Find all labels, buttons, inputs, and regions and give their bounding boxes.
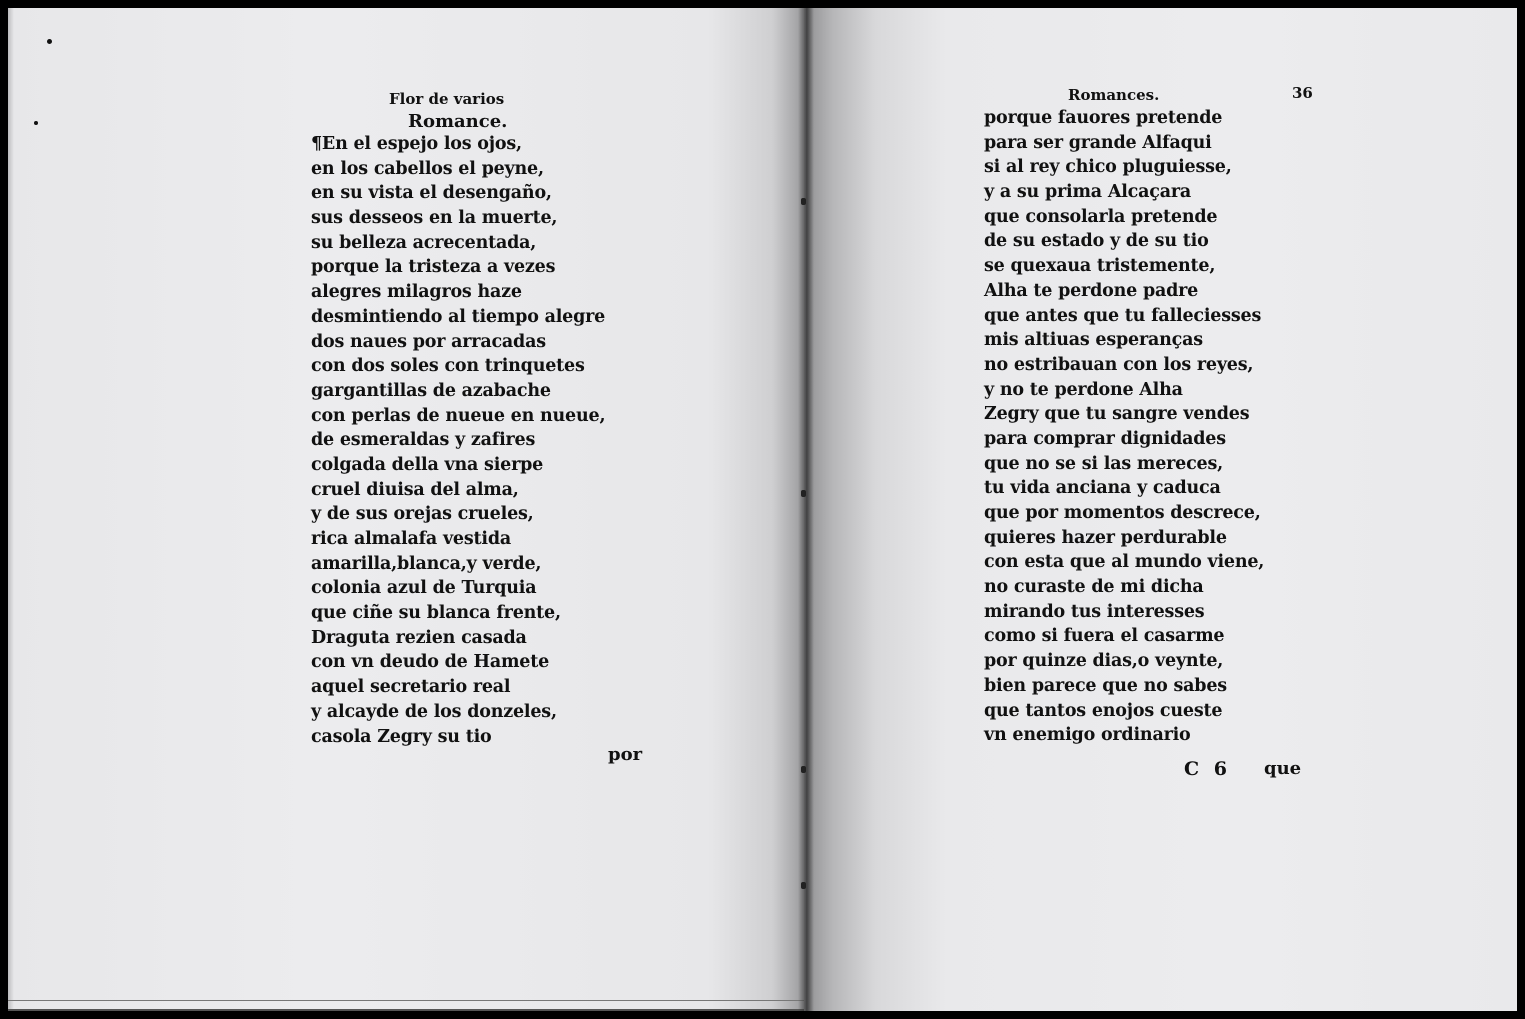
- verse-line: de su estado y de su tio: [984, 231, 1209, 252]
- verse-line: ¶En el espejo los ojos,: [311, 134, 522, 154]
- verse-line: colgada della vna sierpe: [311, 454, 544, 475]
- left-page: [8, 8, 804, 1011]
- verse-line: quieres hazer perdurable: [984, 527, 1227, 548]
- verse-line: vn enemigo ordinario: [984, 725, 1191, 746]
- verse-line: que no se si las mereces,: [984, 453, 1224, 474]
- right-catchword: que: [1264, 758, 1302, 779]
- verse-line: si al rey chico pluguiesse,: [984, 157, 1232, 178]
- right-verse-block: [984, 106, 1264, 748]
- verse-line: porque la tristeza a vezes: [311, 257, 556, 278]
- verse-line: por quinze dias,o veynte,: [984, 651, 1224, 672]
- verse-line: gargantillas de azabache: [311, 380, 551, 401]
- left-verse-lines: [311, 132, 605, 749]
- verse-line: para ser grande Alfaqui: [984, 132, 1212, 153]
- verse-line: y de sus orejas crueles,: [311, 504, 534, 525]
- verse-line: desmintiendo al tiempo alegre: [311, 306, 606, 327]
- verse-line: que tantos enojos cueste: [984, 700, 1223, 721]
- ink-speck: [47, 39, 52, 44]
- gutter-mark: [801, 490, 806, 497]
- left-verse-block: [311, 132, 605, 749]
- verse-line: no estribauan con los reyes,: [984, 354, 1254, 375]
- verse-line: y alcayde de los donzeles,: [311, 701, 557, 722]
- verse-line: que consolarla pretende: [984, 206, 1218, 227]
- verse-line: colonia azul de Turquia: [311, 578, 537, 599]
- verse-line: mirando tus interesses: [984, 601, 1205, 622]
- verse-line: se quexaua tristemente,: [984, 256, 1216, 277]
- right-running-head: Romances.: [1068, 86, 1160, 104]
- verse-line: de esmeraldas y zafires: [311, 430, 536, 451]
- scanned-book-spread: [8, 8, 1517, 1011]
- book-gutter: [798, 8, 814, 1011]
- verse-line: como si fuera el casarme: [984, 626, 1225, 647]
- verse-line: en los cabellos el peyne,: [311, 158, 544, 179]
- verse-line: no curaste de mi dicha: [984, 577, 1204, 598]
- verse-line: aquel secretario real: [311, 677, 511, 698]
- verse-line: para comprar dignidades: [984, 428, 1226, 449]
- page-edge: [8, 8, 14, 1011]
- folio-number: 36: [1292, 84, 1313, 102]
- page-edge-lines: [8, 1000, 804, 1011]
- right-page: [804, 8, 1517, 1011]
- verse-line: con esta que al mundo viene,: [984, 552, 1265, 573]
- gutter-mark: [801, 882, 806, 889]
- verse-line: bien parece que no sabes: [984, 675, 1227, 696]
- verse-line: Draguta rezien casada: [311, 627, 527, 648]
- ink-speck: [34, 121, 38, 125]
- gutter-mark: [801, 766, 806, 773]
- section-title: Romance.: [408, 111, 508, 132]
- right-verse-lines: [984, 106, 1264, 748]
- left-catchword: por: [608, 744, 643, 765]
- verse-line: sus desseos en la muerte,: [311, 208, 558, 229]
- left-running-head: Flor de varios: [389, 90, 505, 108]
- verse-line: Zegry que tu sangre vendes: [984, 404, 1250, 425]
- verse-line: casola Zegry su tio: [311, 726, 492, 747]
- verse-line: y a su prima Alcaçara: [984, 182, 1191, 203]
- verse-line: porque fauores pretende: [984, 108, 1223, 128]
- verse-line: tu vida anciana y caduca: [984, 478, 1221, 499]
- verse-line: con perlas de nueue en nueue,: [311, 405, 606, 426]
- verse-line: en su vista el desengaño,: [311, 183, 552, 204]
- verse-line: con vn deudo de Hamete: [311, 652, 550, 673]
- verse-line: que por momentos descrece,: [984, 503, 1261, 523]
- verse-line: rica almalafa vestida: [311, 529, 512, 549]
- verse-line: con dos soles con trinquetes: [311, 356, 585, 377]
- verse-line: y no te perdone Alha: [984, 379, 1183, 400]
- verse-line: mis altiuas esperanças: [984, 330, 1203, 351]
- verse-line: Alha te perdone padre: [984, 280, 1199, 301]
- signature-mark: C 6: [1184, 758, 1227, 780]
- verse-line: amarilla,blanca,y verde,: [311, 553, 542, 574]
- verse-line: su belleza acrecentada,: [311, 232, 537, 253]
- verse-line: alegres milagros haze: [311, 282, 522, 303]
- verse-line: que antes que tu fallecies​ses: [984, 305, 1262, 326]
- verse-line: cruel diuisa del alma,: [311, 479, 519, 500]
- verse-line: que ciñe su blanca frente,: [311, 603, 561, 624]
- verse-line: dos naues por arracadas: [311, 331, 546, 352]
- gutter-mark: [801, 198, 806, 205]
